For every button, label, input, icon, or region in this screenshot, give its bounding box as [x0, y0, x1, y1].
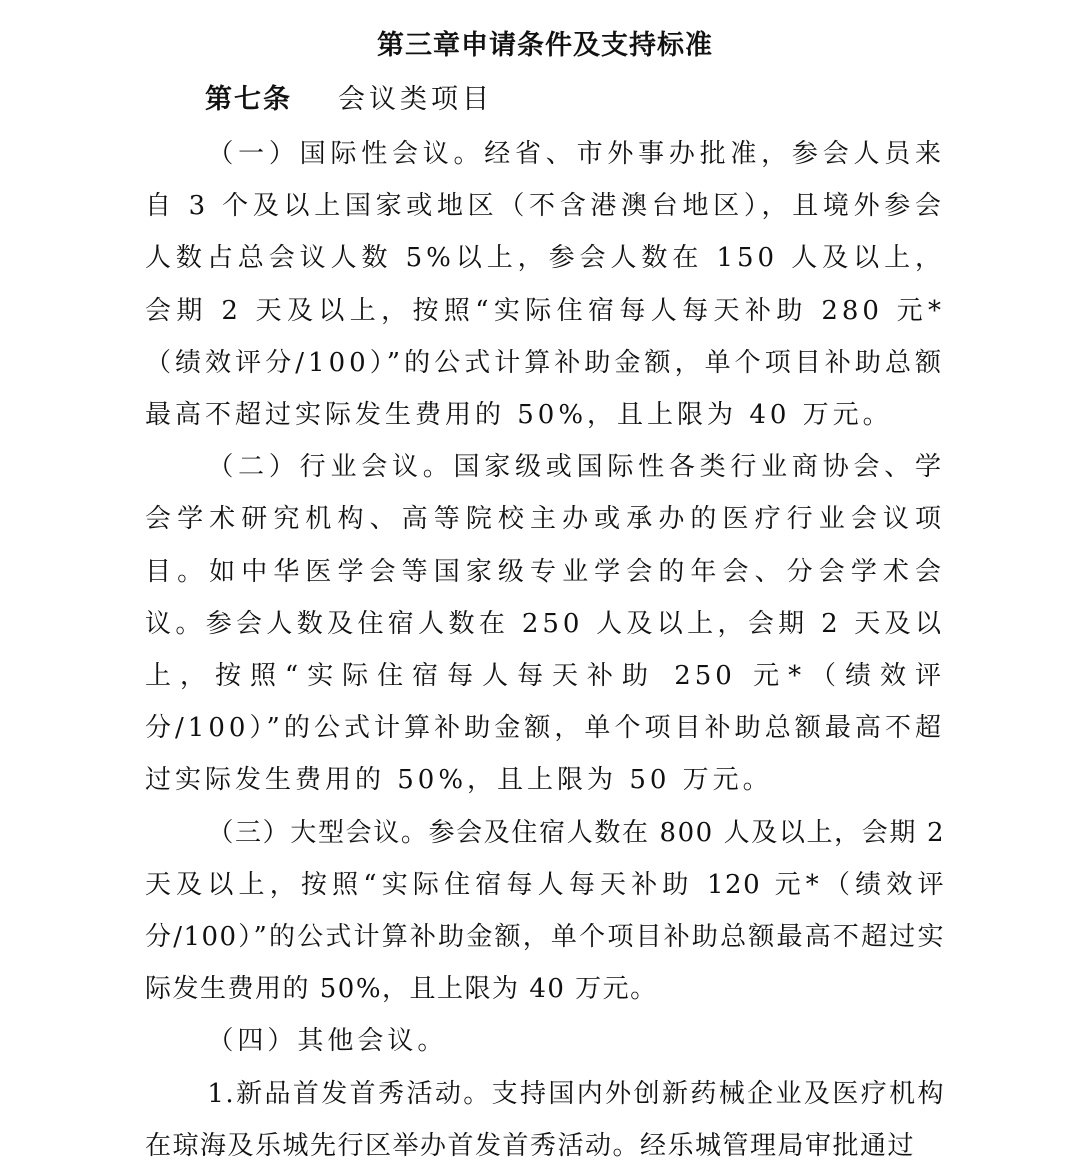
chapter-title: 第三章申请条件及支持标准 — [377, 30, 713, 61]
paragraph-product-launch: 1.新品首发首秀活动。支持国内外创新药械企业及医疗机构在琼海及乐城先行区举办首发首秀活动。经乐城管理局审批通过 — [145, 1078, 945, 1161]
article-heading — [205, 78, 493, 122]
paragraph-large-meetings: （三）大型会议。参会及住宿人数在 800 人及以上，会期 2 天及以上，按照“实际住宿每人每天补助 120 元*（绩效评分/100）”的公式计算补助金额，单个项目补助总额最高不超过实际发生费用的 50%，且上限为 40 万元。 — [145, 817, 945, 1005]
paragraph-other-meetings: （四）其他会议。 — [207, 1026, 448, 1057]
paragraph-industry-meetings: （二）行业会议。国家级或国际性各类行业商协会、学会学术研究机构、高等院校主办或承办的医疗行业会议项目。如中华医学会等国家级专业学会的年会、分会学术会议。参会人数及住宿人数在 250 人及以上，会期 2 天及以上，按照“实际住宿每人每天补助 250 元*（绩效评分/100）”的公式计算补助金额，单个项目补助总额最高不超过实际发生费用的 50%，且上限为 50 万元。 — [145, 452, 945, 796]
article-number: 第七条 — [205, 84, 292, 115]
article-title: 会议类项目 — [338, 84, 493, 115]
document-body — [145, 128, 945, 1172]
paragraph-international-meetings: （一）国际性会议。经省、市外事办批准，参会人员来自 3 个及以上国家或地区（不含港澳台地区），且境外参会人数占总会议人数 5%以上，参会人数在 150 人及以上，会期 2 天及以上，按照“实际住宿每人每天补助 280 元*（绩效评分/100）”的公式计算补助金额，单个项目补助总额最高不超过实际发生费用的 50%，且上限为 40 万元。 — [145, 139, 945, 431]
